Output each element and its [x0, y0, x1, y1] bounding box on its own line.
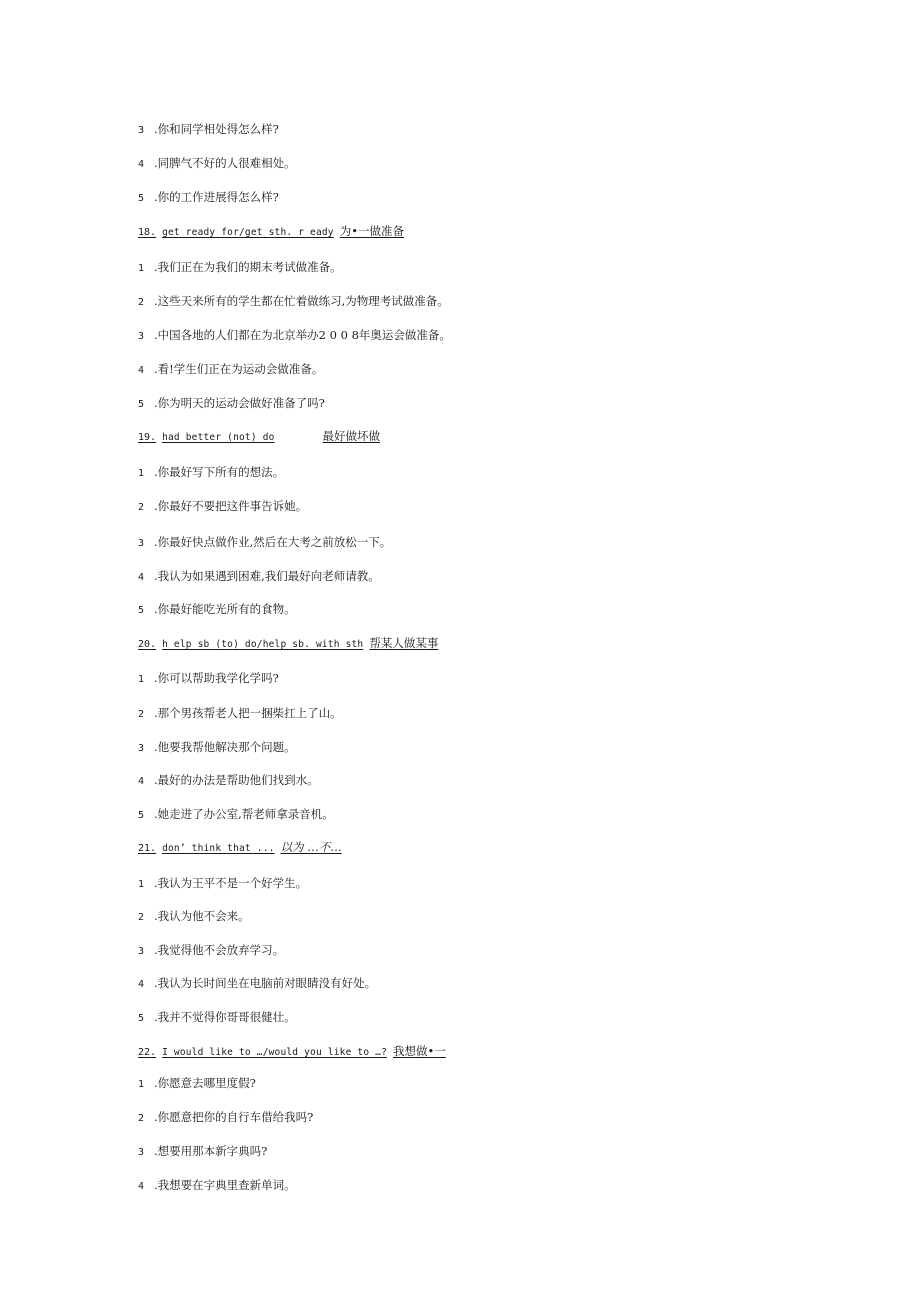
item-text: .我认为王平不是一个好学生。 — [154, 876, 308, 890]
item-number: 1 — [138, 263, 145, 274]
item-number: 5 — [138, 1013, 145, 1024]
item-number: 3 — [138, 331, 145, 342]
exercise-item — [138, 189, 279, 207]
exercise-item — [138, 705, 342, 723]
item-number: 4 — [138, 979, 145, 990]
exercise-item — [138, 908, 250, 926]
exercise-item — [138, 772, 319, 790]
item-text: .你最好能吃光所有的食物。 — [154, 602, 296, 616]
item-number: 1 — [138, 468, 145, 479]
section-number: 20. — [138, 639, 157, 650]
item-text: .我想要在字典里查新单词。 — [154, 1178, 296, 1192]
section-number: 22. — [138, 1047, 157, 1058]
item-number: 2 — [138, 502, 145, 513]
phrase-english: h elp sb (to) do/help sb. with sth — [162, 639, 364, 650]
item-text: .我认为他不会来。 — [154, 909, 250, 923]
exercise-item — [138, 942, 284, 960]
item-text: .同脾气不好的人很难相处。 — [154, 156, 296, 170]
exercise-item — [138, 1075, 256, 1093]
item-text: .你最好不要把这件事告诉她。 — [154, 499, 308, 513]
item-text: .你愿意去哪里度假? — [154, 1076, 256, 1090]
exercise-item — [138, 259, 342, 277]
item-text: .那个男孩帮老人把一捆柴扛上了山。 — [154, 706, 342, 720]
item-text: .我认为如果遇到困难,我们最好向老师请教。 — [154, 569, 380, 583]
item-number: 5 — [138, 605, 145, 616]
section-number: 19. — [138, 432, 157, 443]
item-number: 1 — [138, 674, 145, 685]
item-number: 4 — [138, 776, 145, 787]
phrase-chinese: 帮某人做某事 — [369, 636, 439, 650]
item-number: 1 — [138, 879, 145, 890]
item-text: .你愿意把你的自行车借给我吗? — [154, 1110, 314, 1124]
exercise-item — [138, 327, 451, 345]
section-number: 21. — [138, 843, 157, 854]
item-number: 3 — [138, 538, 145, 549]
item-number: 2 — [138, 297, 145, 308]
item-number: 4 — [138, 159, 145, 170]
item-number: 2 — [138, 709, 145, 720]
exercise-item — [138, 293, 449, 311]
phrase-chinese: 我想做•一 — [393, 1044, 446, 1058]
exercise-item — [138, 464, 284, 482]
item-text: .你可以帮助我学化学吗? — [154, 671, 279, 685]
item-text: .你的工作进展得怎么样? — [154, 190, 279, 204]
phrase-english: I would like to …/would you like to …? — [162, 1047, 388, 1058]
phrase-chinese: 最好做坏做 — [322, 429, 381, 443]
item-text: .我觉得他不会放弃学习。 — [154, 943, 285, 957]
item-number: 4 — [138, 572, 145, 583]
exercise-item — [138, 498, 307, 516]
section-heading — [138, 428, 380, 446]
exercise-item — [138, 1177, 296, 1195]
item-number: 2 — [138, 1113, 145, 1124]
exercise-item — [138, 361, 323, 379]
item-text: .中国各地的人们都在为北京举办2 0 0 8年奥运会做准备。 — [154, 328, 451, 342]
exercise-item — [138, 806, 334, 824]
item-text: .你最好快点做作业,然后在大考之前放松一下。 — [154, 535, 392, 549]
section-heading — [138, 223, 404, 241]
item-text: .这些天来所有的学生都在忙着做练习,为物理考试做准备。 — [154, 294, 449, 308]
exercise-item — [138, 534, 391, 552]
exercise-item — [138, 395, 325, 413]
phrase-english: had better (not) do — [162, 432, 275, 443]
item-number: 3 — [138, 946, 145, 957]
item-text: .看!学生们正在为运动会做准备。 — [154, 362, 324, 376]
section-heading — [138, 839, 342, 857]
exercise-item — [138, 121, 279, 139]
section-heading — [138, 1043, 446, 1061]
exercise-item — [138, 1109, 313, 1127]
item-text: .我认为长时间坐在电脑前对眼睛没有好处。 — [154, 976, 377, 990]
exercise-item — [138, 975, 376, 993]
phrase-english: get ready for/get sth. r eady — [162, 227, 334, 238]
phrase-english: don’ think that ... — [162, 843, 275, 854]
exercise-item — [138, 155, 296, 173]
item-number: 2 — [138, 912, 145, 923]
item-number: 3 — [138, 1147, 145, 1158]
phrase-chinese: 以为 …不… — [280, 840, 342, 854]
exercise-item — [138, 1143, 267, 1161]
item-text: .我们正在为我们的期末考试做准备。 — [154, 260, 342, 274]
item-number: 1 — [138, 1079, 145, 1090]
exercise-item — [138, 875, 307, 893]
item-text: .你最好写下所有的想法。 — [154, 465, 285, 479]
item-number: 3 — [138, 743, 145, 754]
exercise-item — [138, 568, 380, 586]
exercise-item — [138, 1009, 296, 1027]
item-number: 4 — [138, 365, 145, 376]
phrase-chinese: 为•一做准备 — [339, 224, 405, 238]
item-text: .最好的办法是帮助他们找到水。 — [154, 773, 319, 787]
item-text: .她走进了办公室,帮老师拿录音机。 — [154, 807, 334, 821]
item-text: .我并不觉得你哥哥很健壮。 — [154, 1010, 296, 1024]
item-number: 3 — [138, 125, 145, 136]
item-text: .想要用那本新字典吗? — [154, 1144, 268, 1158]
item-text: .你和同学相处得怎么样? — [154, 122, 279, 136]
item-number: 4 — [138, 1181, 145, 1192]
item-number: 5 — [138, 193, 145, 204]
exercise-item — [138, 601, 296, 619]
exercise-item — [138, 670, 279, 688]
item-number: 5 — [138, 399, 145, 410]
section-heading — [138, 635, 438, 653]
item-number: 5 — [138, 810, 145, 821]
exercise-item — [138, 739, 296, 757]
item-text: .你为明天的运动会做好准备了吗? — [154, 396, 325, 410]
item-text: .他要我帮他解决那个问题。 — [154, 740, 296, 754]
section-number: 18. — [138, 227, 157, 238]
